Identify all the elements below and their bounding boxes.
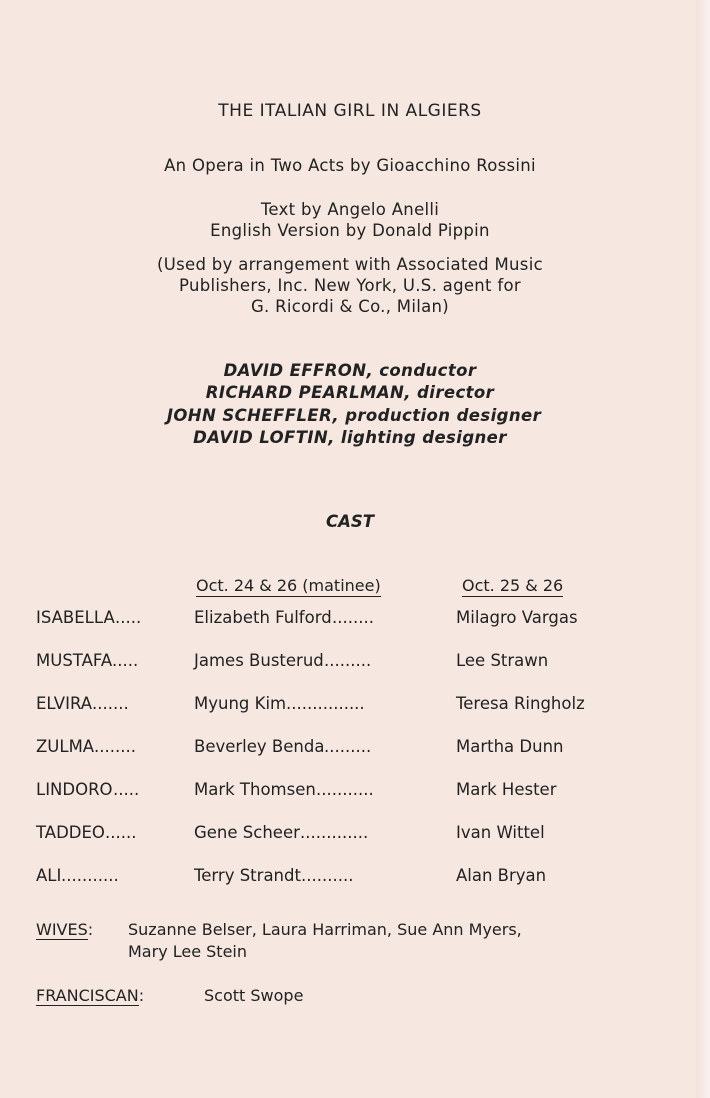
franciscan-name: Scott Swope — [204, 986, 304, 1005]
cast-performer-second: Ivan Wittel — [456, 823, 545, 842]
cast-performer-second: Teresa Ringholz — [456, 694, 585, 713]
cast-row — [36, 737, 636, 759]
cast-column-header-first: Oct. 24 & 26 (matinee) — [196, 576, 381, 595]
staff-name: DAVID EFFRON — [223, 361, 367, 380]
cast-column-header-second: Oct. 25 & 26 — [462, 576, 564, 595]
cast-role: MUSTAFA — [36, 651, 113, 670]
staff-role: production designer — [345, 406, 542, 425]
cast-performer-first: James Busterud — [194, 651, 324, 670]
cast-performer-second: Martha Dunn — [456, 737, 564, 756]
cast-row — [36, 608, 636, 630]
cast-role: LINDORO — [36, 780, 113, 799]
wives-label: WIVES: — [36, 920, 94, 939]
cast-role: TADDEO — [36, 823, 105, 842]
cast-role: ELVIRA — [36, 694, 93, 713]
staff-name: RICHARD PEARLMAN — [205, 383, 405, 402]
staff-credit: DAVID EFFRON, conductor — [223, 361, 477, 380]
staff-credit: RICHARD PEARLMAN, director — [205, 383, 495, 402]
dot-leader: ..... — [115, 608, 142, 627]
staff-name: JOHN SCHEFFLER — [166, 406, 333, 425]
english-version-credit: English Version by Donald Pippin — [210, 221, 490, 240]
cast-performer-first: Mark Thomsen — [194, 780, 316, 799]
cast-role: ALI — [36, 866, 62, 885]
dot-leader: ........ — [94, 737, 136, 756]
staff-name: DAVID LOFTIN — [193, 428, 329, 447]
cast-row — [36, 694, 636, 716]
cast-row — [36, 651, 636, 673]
dot-leader: ........... — [316, 780, 374, 799]
dot-leader: ............. — [300, 823, 369, 842]
dot-leader: ...... — [105, 823, 137, 842]
dot-leader: ............... — [286, 694, 365, 713]
staff-credit: DAVID LOFTIN, lighting designer — [193, 428, 507, 447]
dot-leader: ........ — [332, 608, 374, 627]
staff-role: conductor — [379, 361, 477, 380]
dot-leader: ......... — [324, 737, 372, 756]
cast-performer-first: Beverley Benda — [194, 737, 325, 756]
cast-row — [36, 866, 636, 888]
staff-role: director — [417, 383, 495, 402]
cast-performer-first: Gene Scheer — [194, 823, 300, 842]
cast-row — [36, 780, 636, 802]
cast-performer-first: Myung Kim — [194, 694, 287, 713]
franciscan-label: FRANCISCAN: — [36, 986, 145, 1005]
cast-role: ISABELLA — [36, 608, 115, 627]
dot-leader: ........... — [61, 866, 119, 885]
cast-performer-second: Lee Strawn — [456, 651, 549, 670]
wives-names-line: Suzanne Belser, Laura Harriman, Sue Ann Myers, — [128, 920, 522, 939]
cast-heading: CAST — [325, 512, 375, 531]
text-credit: Text by Angelo Anelli — [260, 200, 440, 219]
dot-leader: ..... — [113, 780, 140, 799]
dot-leader: ......... — [324, 651, 372, 670]
opera-title: THE ITALIAN GIRL IN ALGIERS — [218, 101, 482, 121]
cast-row — [36, 823, 636, 845]
dot-leader: ....... — [92, 694, 129, 713]
dot-leader: .......... — [301, 866, 354, 885]
arrangement-note-line: Publishers, Inc. New York, U.S. agent for — [179, 276, 521, 295]
cast-performer-first: Elizabeth Fulford — [194, 608, 332, 627]
staff-credit: JOHN SCHEFFLER, production designer — [166, 406, 542, 425]
cast-performer-second: Mark Hester — [456, 780, 557, 799]
opera-subtitle: An Opera in Two Acts by Gioacchino Rossini — [164, 156, 536, 175]
arrangement-note-line: (Used by arrangement with Associated Music — [157, 255, 543, 274]
dot-leader: ..... — [112, 651, 139, 670]
cast-role: ZULMA — [36, 737, 95, 756]
wives-names-line: Mary Lee Stein — [128, 942, 248, 961]
cast-performer-second: Milagro Vargas — [456, 608, 578, 627]
staff-role: lighting designer — [340, 428, 507, 447]
arrangement-note-line: G. Ricordi & Co., Milan) — [250, 297, 450, 316]
cast-performer-first: Terry Strandt — [194, 866, 301, 885]
cast-performer-second: Alan Bryan — [456, 866, 547, 885]
